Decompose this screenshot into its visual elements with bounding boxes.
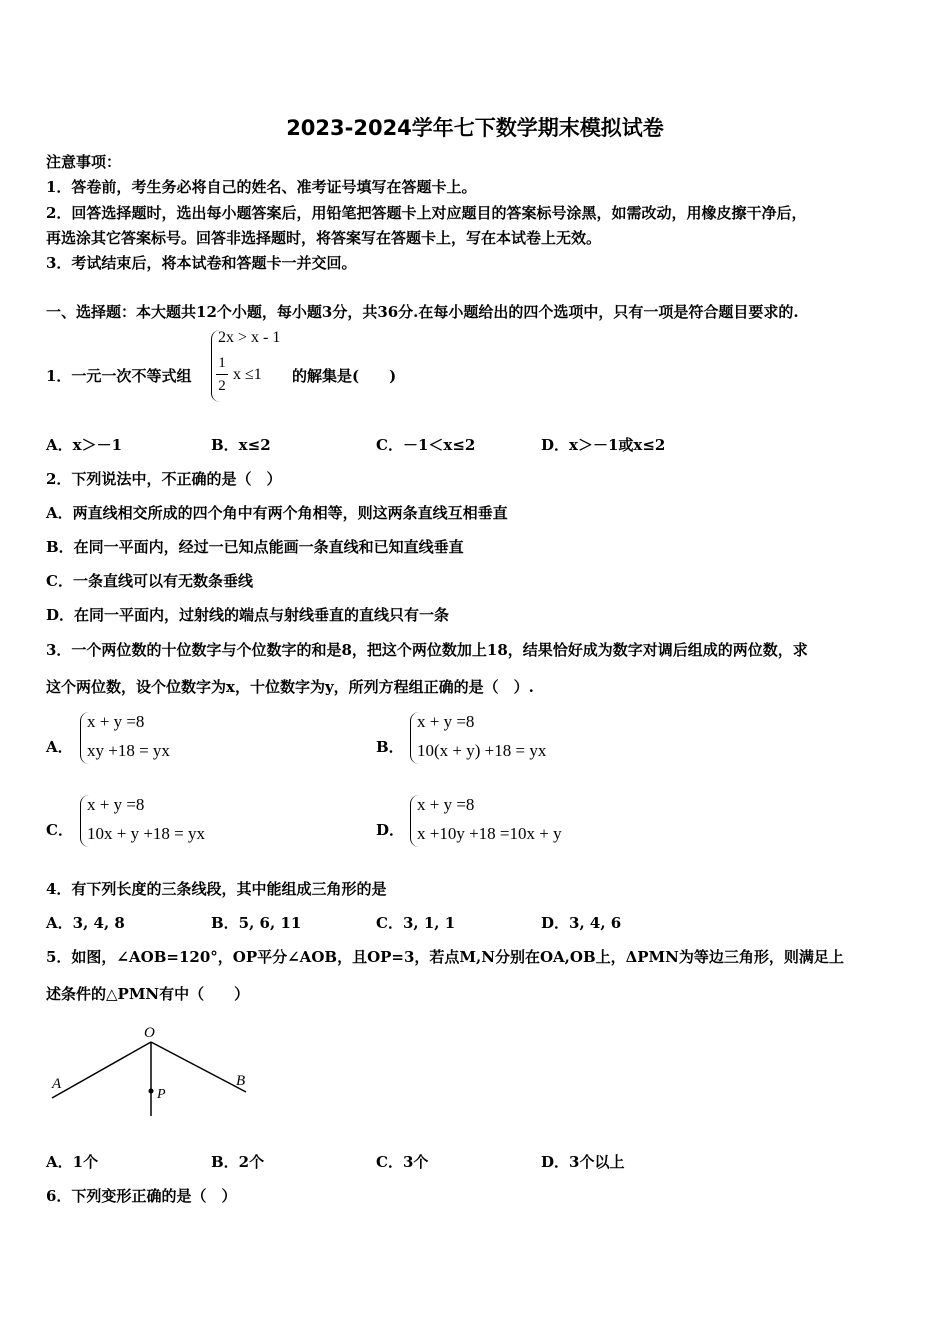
notice-item: 再选涂其它答案标号。回答非选择题时，将答案写在答题卡上，写在本试卷上无效。 bbox=[46, 229, 602, 247]
notice-item: 1．答卷前，考生务必将自己的姓名、准考证号填写在答题卡上。 bbox=[46, 178, 477, 196]
q4-option-b: B．5, 6, 11 bbox=[211, 914, 302, 932]
q2-option-a: A．两直线相交所成的四个角中有两个角相等，则这两条直线互相垂直 bbox=[46, 504, 508, 522]
label-a: A bbox=[52, 1076, 62, 1092]
q4-option-a: A．3, 4, 8 bbox=[46, 914, 125, 932]
q4-option-d: D．3, 4, 6 bbox=[541, 914, 622, 932]
q5-option-c: C．3个 bbox=[376, 1153, 429, 1171]
q3-d-eq2: x +10y +18 =10x + y bbox=[417, 824, 562, 843]
q3-option-a-label: A． bbox=[46, 738, 73, 756]
q3-c-eq1: x + y =8 bbox=[87, 795, 145, 814]
q3-c-eq2: 10x + y +18 = yx bbox=[87, 824, 206, 843]
q3-option-d-label: D． bbox=[376, 821, 405, 839]
q4-stem: 4．有下列长度的三条线段，其中能组成三角形的是 bbox=[46, 880, 387, 898]
q3-a-eq1: x + y =8 bbox=[87, 712, 145, 731]
ray-ob bbox=[151, 1042, 246, 1092]
q5-option-b: B．2个 bbox=[211, 1153, 265, 1171]
q6-stem: 6．下列变形正确的是（ ） bbox=[46, 1187, 237, 1205]
q5-stem-line1: 5．如图，∠AOB=120°，OP平分∠AOB，且OP=3，若点M,N分别在OA,OB上，ΔPMN为等边三角形，则满足上 bbox=[46, 948, 844, 966]
notice-item: 3．考试结束后，将本试卷和答题卡一并交回。 bbox=[46, 254, 357, 272]
q5-figure bbox=[40, 1020, 270, 1125]
notice-item: 2．回答选择题时，选出每小题答案后，用铅笔把答题卡上对应题目的答案标号涂黑，如需改动，用橡皮擦干净后， bbox=[46, 204, 807, 222]
section-heading: 一、选择题：本大题共12个小题，每小题3分，共36分.在每小题给出的四个选项中，只有一项是符合题目要求的. bbox=[46, 303, 799, 321]
q1-stem: 1．一元一次不等式组 bbox=[46, 367, 192, 385]
point-p bbox=[149, 1089, 154, 1094]
q1-option-c: C．－1＜x≤2 bbox=[376, 436, 476, 454]
q3-b-eq2: 10(x + y) +18 = yx bbox=[417, 741, 547, 760]
q2-stem: 2．下列说法中，不正确的是（ ） bbox=[46, 470, 282, 488]
ray-oa bbox=[52, 1042, 151, 1098]
q1-eq1: 2x > x - 1 bbox=[218, 329, 281, 346]
q3-a-eq2: xy +18 = yx bbox=[87, 741, 170, 760]
q1-eq2: x ≤1 bbox=[233, 366, 262, 383]
q5-option-a: A．1个 bbox=[46, 1153, 99, 1171]
q1-frac-num: 1 bbox=[218, 355, 226, 371]
label-o: O bbox=[144, 1025, 155, 1041]
label-b: B bbox=[236, 1073, 246, 1089]
q3-option-c-label: C． bbox=[46, 821, 73, 839]
q3-option-b-label: B． bbox=[376, 738, 404, 756]
q3-b-eq1: x + y =8 bbox=[417, 712, 475, 731]
q2-option-c: C．一条直线可以有无数条垂线 bbox=[46, 572, 253, 590]
page-title: 2023-2024学年七下数学期末模拟试卷 bbox=[286, 116, 664, 140]
q5-stem-line2: 述条件的△PMN有中（ ） bbox=[46, 985, 250, 1003]
q5-option-d: D．3个以上 bbox=[541, 1153, 625, 1171]
q1-tail: 的解集是( ) bbox=[292, 367, 397, 385]
q1-frac-bar bbox=[216, 374, 228, 375]
q1-option-b: B．x≤2 bbox=[211, 436, 271, 454]
q1-option-d: D．x＞－1或x≤2 bbox=[541, 436, 666, 454]
q3-stem-line2: 这个两位数，设个位数字为x，十位数字为y，所列方程组正确的是（ ）. bbox=[46, 678, 534, 696]
q3-stem-line1: 3．一个两位数的十位数字与个位数字的和是8，把这个两位数加上18，结果恰好成为数字对调后组成的两位数，求 bbox=[46, 641, 808, 659]
q2-option-d: D．在同一平面内，过射线的端点与射线垂直的直线只有一条 bbox=[46, 606, 450, 624]
notice-heading: 注意事项： bbox=[46, 153, 122, 171]
q2-option-b: B．在同一平面内，经过一已知点能画一条直线和已知直线垂直 bbox=[46, 538, 464, 556]
q4-option-c: C．3, 1, 1 bbox=[376, 914, 456, 932]
label-p: P bbox=[157, 1087, 166, 1102]
q3-d-eq1: x + y =8 bbox=[417, 795, 475, 814]
q1-frac-den: 2 bbox=[218, 378, 226, 394]
q1-option-a: A．x＞－1 bbox=[46, 436, 123, 454]
